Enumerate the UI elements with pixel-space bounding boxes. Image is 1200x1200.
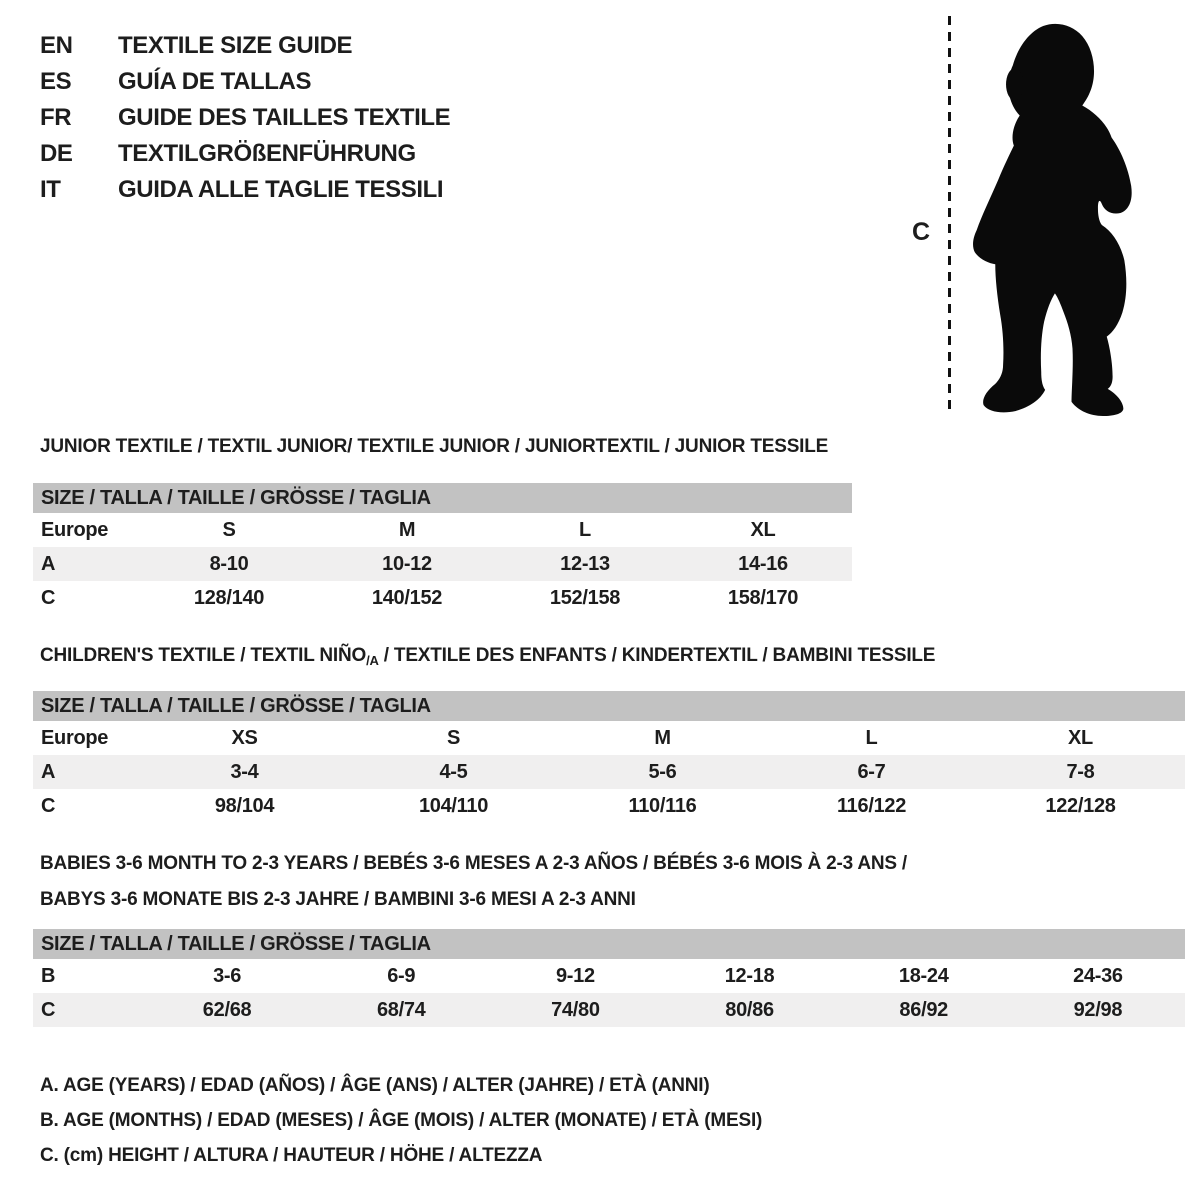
table-cell: L: [865, 726, 878, 749]
size-table-header: SIZE / TALLA / TAILLE / GRÖSSE / TAGLIA: [33, 929, 1185, 959]
table-row: [33, 721, 1185, 755]
junior-size-table: [33, 483, 852, 615]
language-label: GUIDA ALLE TAGLIE TESSILI: [118, 176, 444, 203]
table-cell: 74/80: [551, 998, 600, 1021]
table-cell: 3-4: [230, 760, 259, 783]
table-cell: 158/170: [727, 586, 799, 609]
table-cell: M: [654, 726, 671, 749]
table-cell: M: [398, 518, 416, 541]
size-table-header: SIZE / TALLA / TAILLE / GRÖSSE / TAGLIA: [33, 483, 852, 513]
table-cell: 3-6: [213, 964, 242, 987]
row-label: B: [41, 964, 56, 987]
babies-section-title-line2: BABYS 3-6 MONATE BIS 2-3 JAHRE / BAMBINI 3-6 MESI A 2-3 ANNI: [40, 889, 636, 910]
junior-section-title: [40, 436, 828, 458]
table-cell: 6-9: [387, 964, 416, 987]
language-code: IT: [40, 176, 61, 203]
table-row: [33, 993, 1185, 1027]
row-label: A: [41, 760, 56, 783]
language-list: [40, 28, 450, 208]
table-cell: 80/86: [725, 998, 774, 1021]
row-label: C: [41, 998, 56, 1021]
language-label: TEXTILGRÖßENFÜHRUNG: [118, 140, 416, 167]
language-label: TEXTILE SIZE GUIDE: [118, 32, 353, 59]
table-cell: 5-6: [648, 760, 677, 783]
children-section-title: [40, 645, 935, 672]
table-cell: 4-5: [439, 760, 468, 783]
table-cell: 14-16: [738, 552, 788, 575]
table-row: [33, 959, 1185, 993]
table-cell: 104/110: [418, 794, 489, 817]
height-measure-dashed-line: [948, 16, 951, 416]
language-row-it: [40, 172, 450, 208]
table-cell: 128/140: [193, 586, 265, 609]
height-measure-label: C: [912, 218, 931, 246]
language-row-de: [40, 136, 450, 172]
table-row: [33, 755, 1185, 789]
row-label: A: [41, 552, 56, 575]
table-cell: 12-13: [560, 552, 610, 575]
toddler-silhouette-icon: [963, 14, 1139, 416]
table-cell: 92/98: [1073, 998, 1123, 1021]
language-row-fr: [40, 100, 450, 136]
table-cell: 6-7: [857, 760, 886, 783]
language-label: GUIDE DES TAILLES TEXTILE: [118, 104, 451, 131]
children-section-title-sub: /A: [366, 653, 379, 668]
table-cell: 68/74: [376, 998, 426, 1021]
table-cell: S: [222, 518, 236, 541]
table-cell: 86/92: [899, 998, 948, 1021]
table-cell: XL: [1068, 726, 1093, 749]
row-label: C: [41, 586, 56, 609]
size-table-header: SIZE / TALLA / TAILLE / GRÖSSE / TAGLIA: [33, 691, 1185, 721]
table-cell: 110/116: [628, 794, 697, 817]
table-cell: 18-24: [898, 964, 949, 987]
table-cell: 24-36: [1073, 964, 1123, 987]
table-cell: 122/128: [1045, 794, 1116, 817]
table-cell: 12-18: [724, 964, 775, 987]
children-size-table: [33, 691, 1185, 823]
language-code: FR: [40, 104, 72, 131]
table-row: [33, 581, 852, 615]
language-row-en: [40, 28, 450, 64]
children-section-title-post: / TEXTILE DES ENFANTS / KINDERTEXTIL / BAMBINI TESSILE: [378, 645, 936, 666]
language-code: DE: [40, 140, 73, 167]
table-cell: 9-12: [555, 964, 595, 987]
legend-line-a: A. AGE (YEARS) / EDAD (AÑOS) / ÂGE (ANS) / ALTER (JAHRE) / ETÀ (ANNI): [40, 1075, 710, 1096]
table-row: [33, 513, 852, 547]
table-cell: 10-12: [382, 552, 432, 575]
language-row-es: [40, 64, 450, 100]
table-cell: 62/68: [202, 998, 252, 1021]
table-cell: XS: [231, 726, 258, 749]
babies-section-title-line1: BABIES 3-6 MONTH TO 2-3 YEARS / BEBÉS 3-6 MESES A 2-3 AÑOS / BÉBÉS 3-6 MOIS À 2-3 ANS /: [40, 853, 908, 874]
row-label: C: [41, 794, 56, 817]
measurement-legend: [40, 1068, 762, 1173]
table-cell: XL: [750, 518, 776, 541]
legend-line-b: B. AGE (MONTHS) / EDAD (MESES) / ÂGE (MOIS) / ALTER (MONATE) / ETÀ (MESI): [40, 1110, 763, 1131]
language-label: GUÍA DE TALLAS: [118, 68, 312, 95]
table-row: [33, 547, 852, 581]
table-cell: S: [446, 726, 461, 749]
row-label: Europe: [41, 726, 109, 749]
table-row: [33, 789, 1185, 823]
table-cell: 140/152: [371, 586, 443, 609]
language-code: EN: [40, 32, 73, 59]
language-code: ES: [40, 68, 72, 95]
table-cell: 152/158: [549, 586, 621, 609]
babies-size-table: [33, 929, 1185, 1027]
junior-section-title-text: JUNIOR TEXTILE / TEXTIL JUNIOR/ TEXTILE JUNIOR / JUNIORTEXTIL / JUNIOR TESSILE: [40, 436, 829, 457]
table-cell: 116/122: [836, 794, 907, 817]
table-cell: 7-8: [1066, 760, 1095, 783]
table-cell: 8-10: [209, 552, 249, 575]
row-label: Europe: [41, 518, 109, 541]
children-section-title-pre: CHILDREN'S TEXTILE / TEXTIL NIÑO: [40, 645, 367, 666]
table-cell: 98/104: [214, 794, 275, 817]
legend-line-c: C. (cm) HEIGHT / ALTURA / HAUTEUR / HÖHE / ALTEZZA: [40, 1145, 543, 1166]
table-cell: L: [579, 518, 591, 541]
babies-section-title: [40, 846, 907, 918]
